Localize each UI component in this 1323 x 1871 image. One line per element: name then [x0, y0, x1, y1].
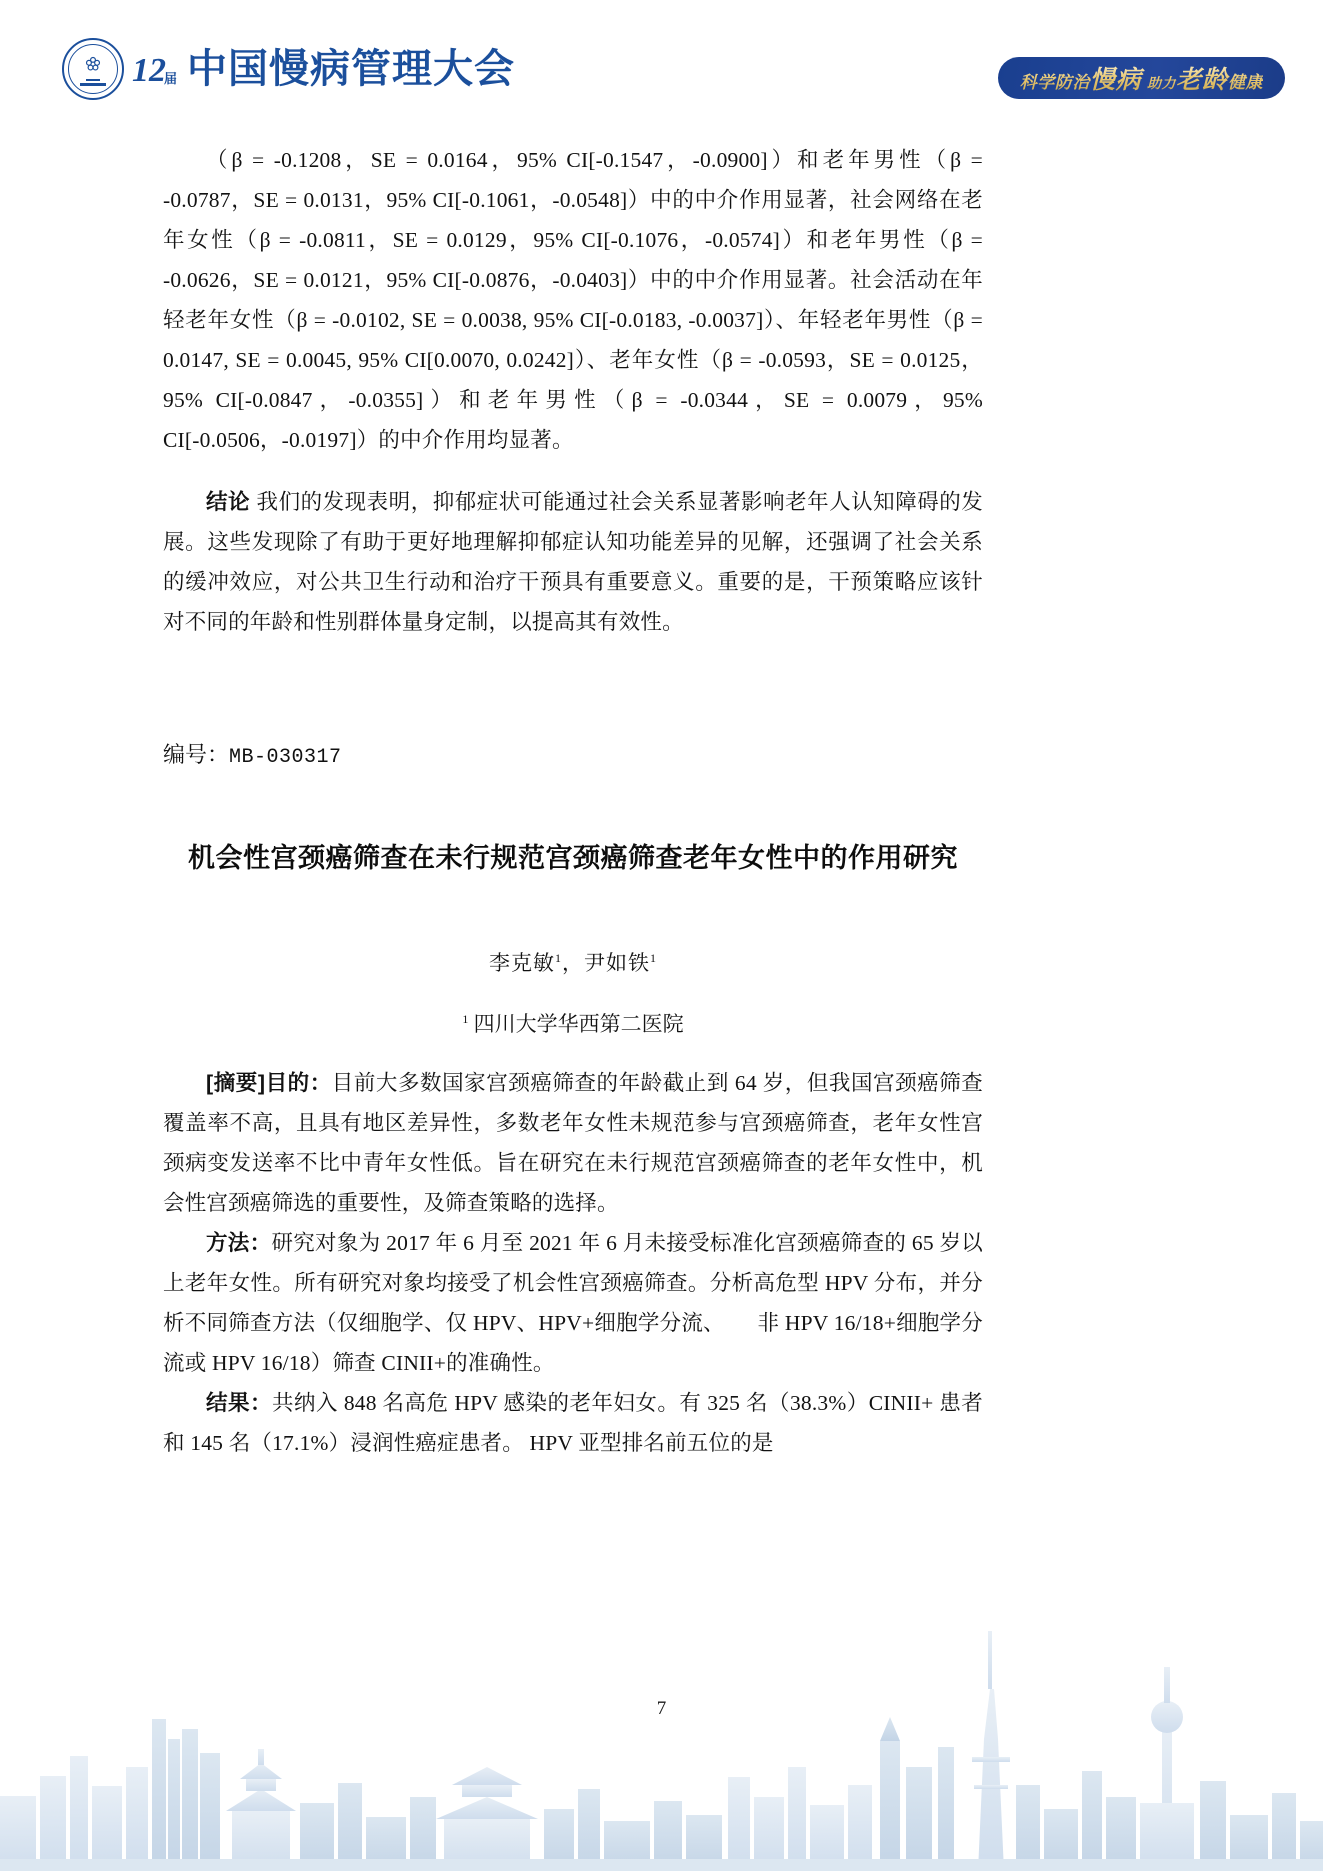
society-seal-icon — [62, 38, 124, 100]
author-list: 李克敏$^1$，尹如铁$^1$ — [489, 951, 657, 975]
author-affil-marker-2: 1 — [650, 951, 657, 965]
affiliation — [163, 1002, 983, 1041]
page-header — [0, 0, 1323, 120]
author-name-1: 李克敏 — [489, 951, 555, 975]
conference-title: 中国慢病管理大会 — [187, 47, 516, 91]
section-text-methods: 研究对象为 2017 年 6 月至 2021 年 6 月未接受标准化宫颈癌筛查的 65 岁以上老年女性。所有研究对象均接受了机会性宫颈癌筛查。分析高危型 HPV 分布，并分析不同筛查方法（仅细胞学、仅 HPV、HPV+细胞学分流、 非 HPV 16/18+细胞学分流或 HPV 16/18）筛查 CINII+的准确性。 — [163, 1231, 983, 1375]
abstract-section-objective — [163, 1063, 983, 1223]
section-text-results: 共纳入 848 名高危 HPV 感染的老年妇女。有 325 名（38.3%）CINII+ 患者和 145 名（17.1%）浸润性癌症患者。 HPV 亚型排名前五位的是 — [163, 1391, 984, 1455]
paper-title: 机会性宫颈癌筛查在未行规范宫颈癌筛查老年女性中的作用研究 — [188, 843, 958, 873]
conclusion-paragraph — [163, 482, 983, 642]
abstract-bracket-label: [摘要] — [206, 1071, 266, 1095]
plum-blossom-icon — [84, 55, 102, 73]
abstract-section-methods — [163, 1223, 983, 1383]
section-label-results: 结果： — [206, 1391, 272, 1415]
conference-slogan-banner — [998, 57, 1285, 99]
conclusion-label: 结论 — [206, 490, 251, 514]
abstract-id — [163, 738, 983, 775]
conference-logo — [62, 38, 515, 100]
statistics-paragraph: （β = -0.1208，SE = 0.0164，95% CI[-0.1547，-0.0900]）和老年男性（β = -0.0787，SE = 0.0131，95% CI[-0.1061，-0.0548]）中的中介作用显著，社会网络在老年女性（β = -0.0811，SE = 0.0129，95% CI[-0.1076，-0.0574]）和老年男性（β = -0.0626，SE = 0.0121，95% CI[-0.0876，-0.0403]）中的中介作用显著。社会活动在年轻老年女性（β = -0.0102, SE = 0.0038, 95% CI[-0.0183, -0.0037]）、年轻老年男性（β = 0.0147, SE = 0.0045, 95% CI[0.0070, 0.0242]）、老年女性（β = -0.0593，SE = 0.0125，95% CI[-0.0847，-0.0355]）和老年男性（β = -0.0344，SE = 0.0079，95% CI[-0.0506，-0.0197]）的中介作用均显著。 — [163, 148, 983, 452]
slogan-text: 科学防治慢病 助力老龄健康 — [1020, 60, 1263, 96]
section-label-objective: 目的： — [265, 1071, 332, 1095]
affiliation-name: 四川大学华西第二医院 — [473, 1012, 684, 1036]
page-number: 7 — [656, 1698, 667, 1719]
skyline-decoration-icon — [0, 1571, 1323, 1871]
abstract-id-label: 编号： — [163, 742, 230, 767]
page-content — [163, 140, 983, 1463]
abstract-section-results — [163, 1383, 983, 1463]
section-label-methods: 方法： — [206, 1231, 272, 1255]
abstract-id-value: MB-030317 — [229, 746, 342, 769]
author-affil-marker-1: 1 — [555, 951, 562, 965]
conclusion-text: 我们的发现表明，抑郁症状可能通过社会关系显著影响老年人认知障碍的发展。这些发现除了有助于更好地理解抑郁症认知功能差异的见解，还强调了社会关系的缓冲效应，对公共卫生行动和治疗干预具有重要意义。重要的是，干预策略应该针对不同的年龄和性别群体量身定制，以提高其有效性。 — [163, 490, 983, 634]
logo-edition-number: $12_届$ — [132, 52, 178, 89]
section-text-objective: 目前大多数国家宫颈癌筛查的年龄截止到 64 岁，但我国宫颈癌筛查覆盖率不高，且具有地区差异性，多数老年女性未规范参与宫颈癌筛查，老年女性宫颈病变发送率不比中青年女性低。旨在研究在未行规范宫颈癌筛查的老年女性中，机会性宫颈癌筛选的重要性，及筛查策略的选择。 — [163, 1071, 983, 1215]
author-name-2: 尹如铁 — [584, 951, 650, 975]
affiliation-marker: 1 — [462, 1012, 469, 1026]
